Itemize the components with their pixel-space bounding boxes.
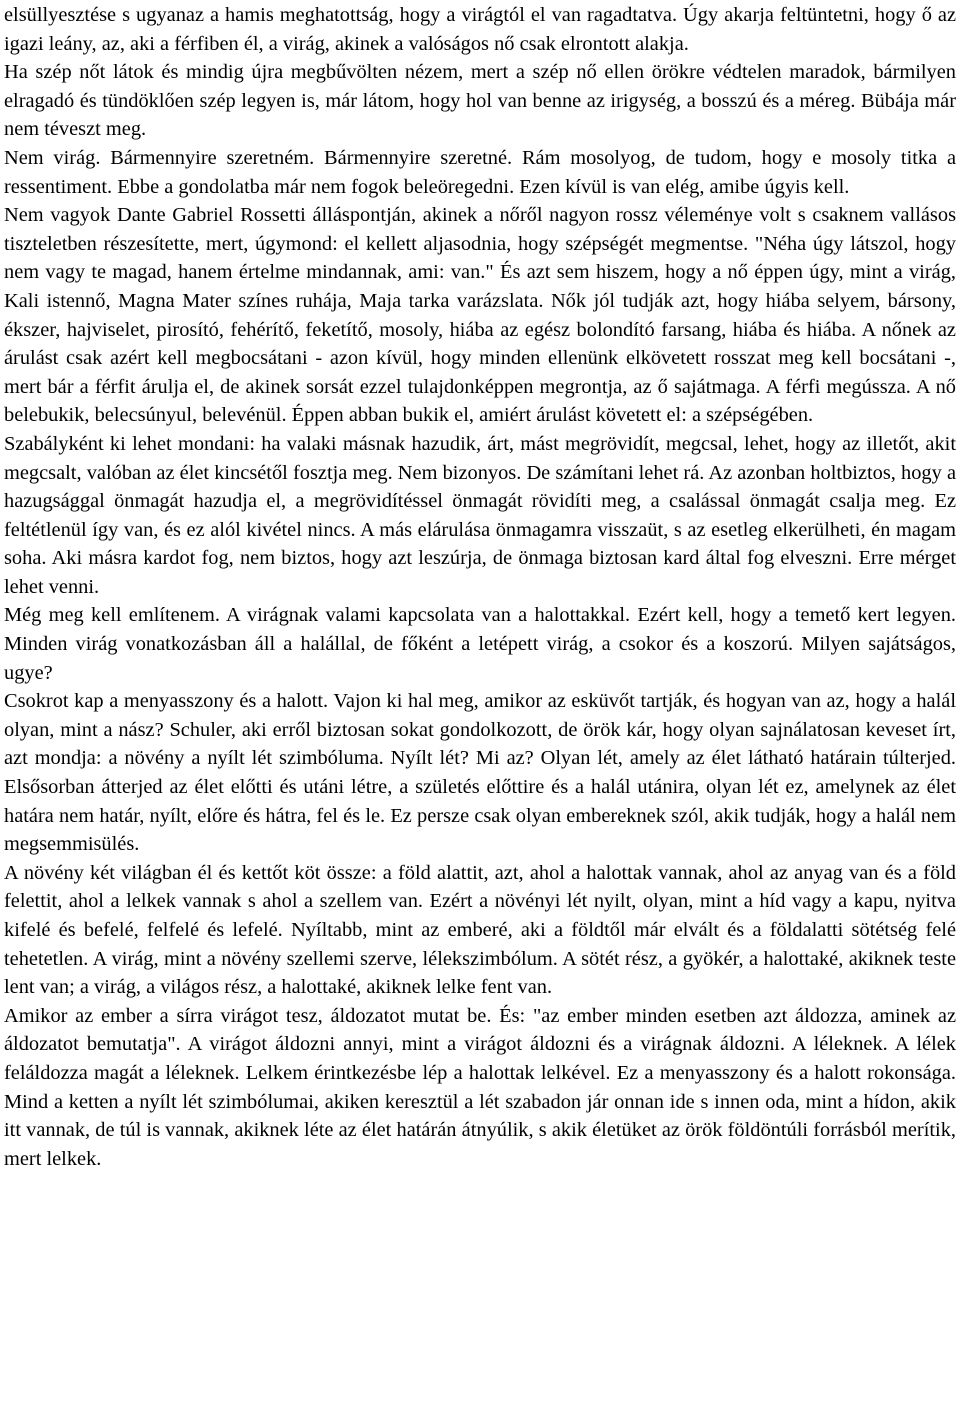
paragraph: Szabályként ki lehet mondani: ha valaki másnak hazudik, árt, mást megrövidít, megcsal, lehet, hogy az illetőt, akit megcsalt, valóban az élet kincsétől fosztja meg. Nem bizonyos. De számítani lehet rá. Az azonban holtbiztos, hogy a hazugsággal önmagát hazudja el, a megrövidítéssel önmagát rövidíti meg, a csalással önmagát csalja meg. Ez feltétlenül így van, és ez alól kivétel nincs. A más elárulása önmagamra visszaüt, s az esetleg elkerülheti, én magam soha. Aki másra kardot fog, nem biztos, hogy azt leszúrja, de önmaga biztosan kard által fog elveszni. Erre mérget lehet venni. xyxy=(4,432,956,598)
paragraph: A növény két világban él és kettőt köt össze: a föld alattit, azt, ahol a halottak vannak, ahol az anyag van és a föld felettit, ahol a lelkek vannak s ahol a szellem van. Ezért a növényi lét nyilt, olyan, mint a híd vagy a kapu, nyitva kifelé és befelé, felfelé és lefelé. Nyíltabb, mint az emberé, aki a földtől már elvált és a földalatti sötétség felé tehetetlen. A virág, mint a növény szellemi szerve, lélekszimbólum. A sötét rész, a gyökér, a halottaké, akiknek teste lent van; a virág, a világos rész, a halottaké, akiknek lelke fent van. xyxy=(4,861,956,999)
paragraph: elsüllyesztése s ugyanaz a hamis meghatottság, hogy a virágtól el van ragadtatva. Úgy akarja feltüntetni, hogy ő az igazi leány, az, aki a férfiben él, a virág, akinek a valóságos nő csak elrontott alakja. xyxy=(4,4,956,55)
document-text xyxy=(4,1,956,1173)
paragraph: Csokrot kap a menyasszony és a halott. Vajon ki hal meg, amikor az esküvőt tartják, és hogyan van az, hogy a halál olyan, mint a nász? Schuler, aki erről biztosan sokat gondolkozott, de örök kár, hogy olyan sajnálatosan keveset írt, azt mondja: a növény a nyílt lét szimbóluma. Nyílt lét? Mi az? Olyan lét, amely az élet látható határain túlterjed. Elsősorban átterjed az élet előtti és utáni létre, a születés előttire és a halál utánira, olyan lét ez, amelynek az élet határa nem határ, nyílt, előre és hátra, fel és le. Ez persze csak olyan embereknek szól, akik tudják, hogy a halál nem megsemmisülés. xyxy=(4,690,956,856)
paragraph: Ha szép nőt látok és mindig újra megbűvölten nézem, mert a szép nő ellen örökre védtelen maradok, bármilyen elragadó és tündöklően szép legyen is, már látom, hogy hol van benne az irigység, a bosszú és a méreg. Bübája már nem téveszt meg. xyxy=(4,61,956,141)
paragraph: Még meg kell említenem. A virágnak valami kapcsolata van a halottakkal. Ezért kell, hogy a temető kert legyen. Minden virág vonatkozásban áll a halállal, de főként a letépett virág, a csokor és a koszorú. Milyen sajátságos, ugye? xyxy=(4,604,956,684)
paragraph: Nem virág. Bármennyire szeretném. Bármennyire szeretné. Rám mosolyog, de tudom, hogy e mosoly titka a ressentiment. Ebbe a gondolatba már nem fogok beleöregedni. Ezen kívül is van elég, amibe úgyis kell. xyxy=(4,146,956,198)
paragraph: Nem vagyok Dante Gabriel Rossetti álláspontján, akinek a nőről nagyon rossz véleménye volt s csaknem vallásos tiszteletben részesítette, mert, úgymond: el kellett aljasodnia, hogy szépségét megmentse. "Néha úgy látszol, hogy nem vagy te magad, hanem értelme mindannak, ami: van." És azt sem hiszem, hogy a nő éppen úgy, mint a virág, Kali istennő, Magna Mater színes ruhája, Maja tarka varázslata. Nők jól tudják azt, hogy hiába selyem, bársony, ékszer, hajviselet, pirosító, fehérítő, feketítő, mosoly, hiába az egész bolondító farsang, hiába és hiába. A nőnek az árulást csak azért kell megbocsátani - azon kívül, hogy minden ellenünk elkövetett rosszat meg kell bocsátani -, mert bár a férfit árulja el, de akinek sorsát ezzel tulajdonképpen megrontja, az ő sajátmaga. A férfi megússza. A nő belebukik, belecsúnyul, belevénül. Éppen abban bukik el, amiért árulást követett el: a szépségében. xyxy=(4,204,956,427)
paragraph: Amikor az ember a sírra virágot tesz, áldozatot mutat be. És: "az ember minden esetben azt áldozza, aminek az áldozatot bemutatja". A virágot áldozni annyi, mint a virágot áldozni és a virágnak áldozni. A léleknek. A lélek feláldozza magát a léleknek. Lelkem érintkezésbe lép a halottak lelkével. Ez a menyasszony és a halott rokonsága. Mind a ketten a nyílt lét szimbólumai, akiken keresztül a lét szabadon jár onnan ide s innen oda, mint a hídon, akik itt vannak, de túl is vannak, akiknek léte az élet határán átnyúlik, s akik életüket az örök földöntúli forrásból merítik, mert lelkek. xyxy=(4,1004,956,1170)
